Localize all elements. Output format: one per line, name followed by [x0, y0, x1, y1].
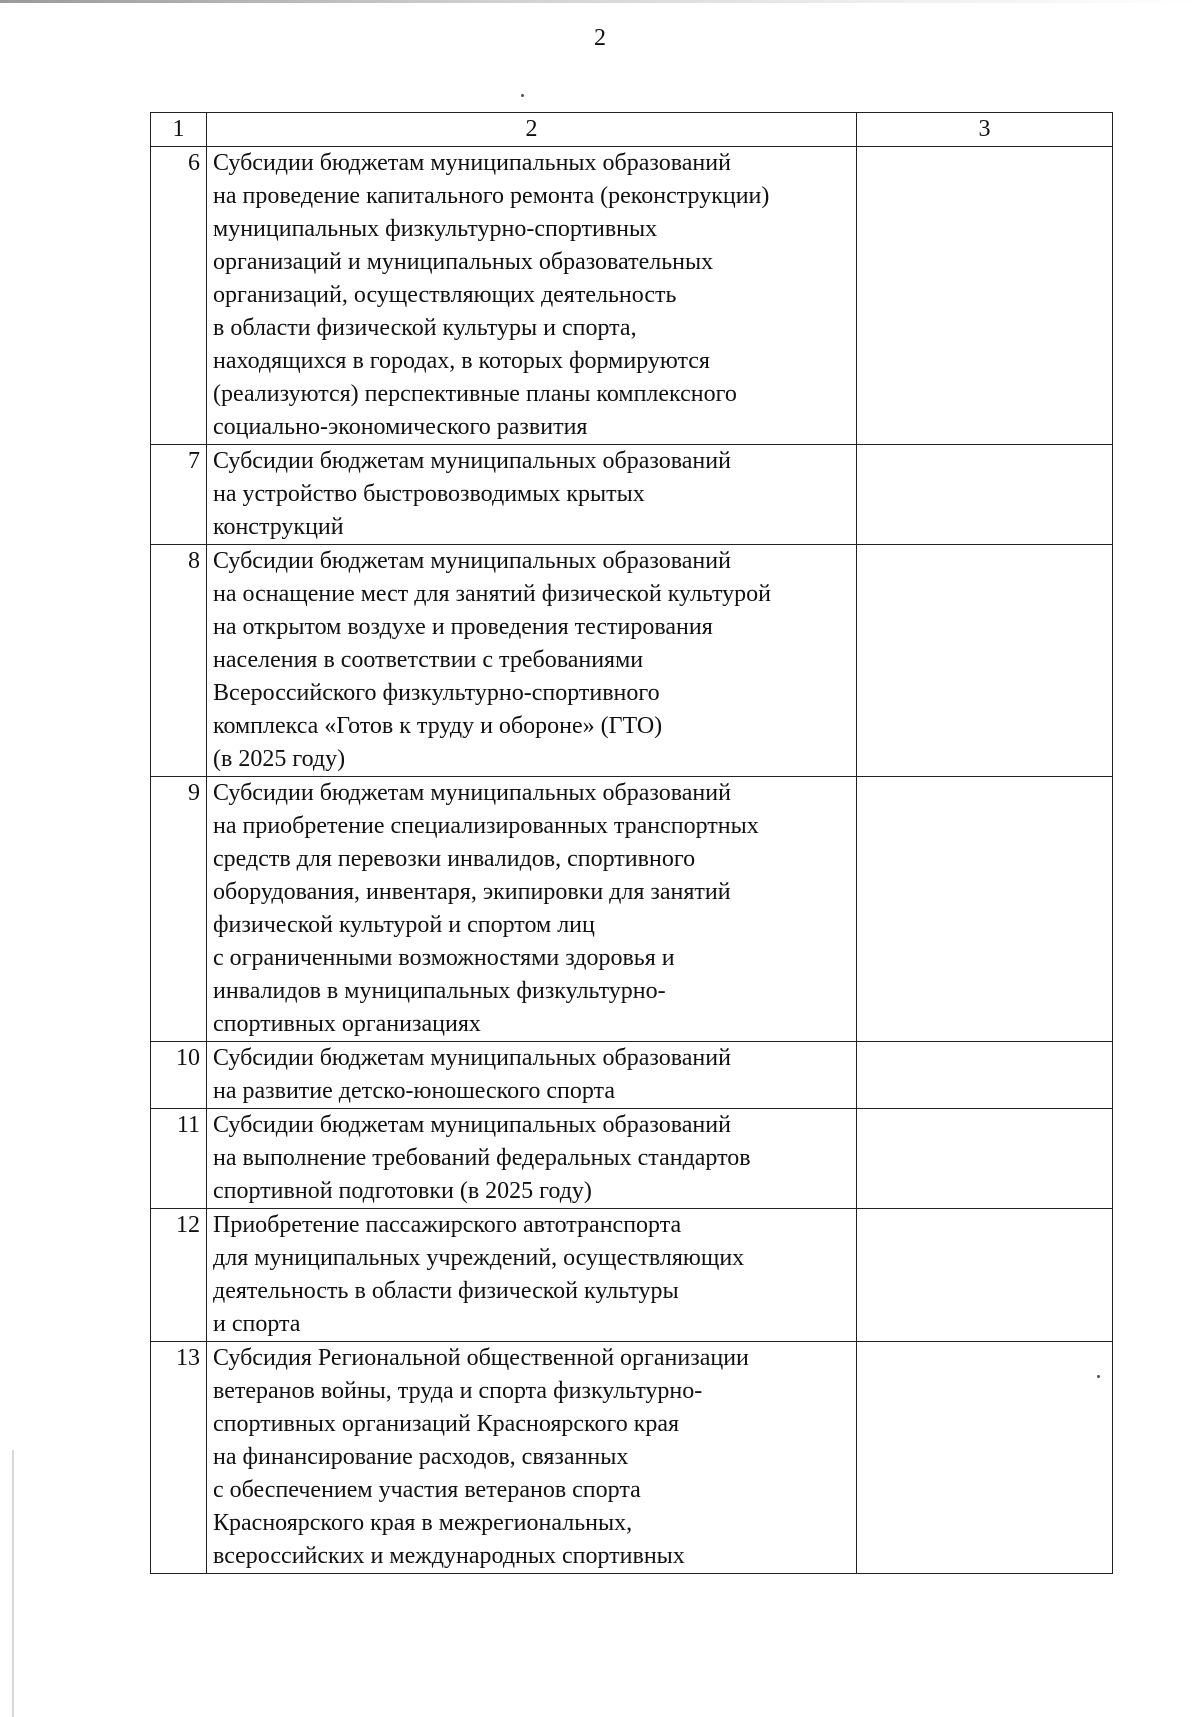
table-row	[151, 1109, 1113, 1209]
row-number: 8	[151, 545, 207, 777]
row-value-cell	[857, 1042, 1113, 1109]
row-description	[207, 777, 857, 1042]
text-line: на финансирование расходов, связанных	[213, 1444, 629, 1470]
text-line: на выполнение требований федеральных стандартов	[213, 1145, 751, 1171]
text-line: деятельность в области физической культуры	[213, 1278, 679, 1304]
table-header-row	[151, 113, 1113, 147]
text-line: для муниципальных учреждений, осуществляющих	[213, 1245, 745, 1271]
row-number: 6	[151, 147, 207, 445]
page-number: 2	[594, 25, 606, 51]
text-line: Всероссийского физкультурно-спортивного	[213, 680, 660, 706]
table-row	[151, 545, 1113, 777]
text-line: на оснащение мест для занятий физической культурой	[213, 581, 771, 607]
text-line: на приобретение специализированных транспортных	[213, 813, 759, 839]
text-line: комплекса «Готов к труду и обороне» (ГТО)	[213, 713, 663, 739]
row-description	[207, 1042, 857, 1109]
column-header-3: 3	[857, 113, 1113, 147]
text-line: инвалидов в муниципальных физкультурно-	[213, 978, 666, 1004]
text-line: спортивных организаций Красноярского края	[213, 1411, 680, 1437]
text-line: на устройство быстровозводимых крытых	[213, 481, 645, 507]
column-header-1: 1	[151, 113, 207, 147]
row-description	[207, 147, 857, 445]
table-row	[151, 1342, 1113, 1574]
text-line: муниципальных физкультурно-спортивных	[213, 216, 658, 242]
table-row	[151, 777, 1113, 1042]
text-line: спортивной подготовки (в 2025 году)	[213, 1178, 592, 1204]
text-line: спортивных организациях	[213, 1011, 481, 1037]
scan-speck	[521, 94, 524, 97]
text-line: на проведение капитального ремонта (реконструкции)	[213, 183, 770, 209]
text-line: и спорта	[213, 1311, 301, 1337]
text-line: Субсидии бюджетам муниципальных образований	[213, 1045, 731, 1071]
row-value-cell	[857, 1342, 1113, 1574]
text-line: Субсидии бюджетам муниципальных образований	[213, 548, 731, 574]
row-value-cell	[857, 1209, 1113, 1342]
text-line: всероссийских и международных спортивных	[213, 1543, 685, 1569]
row-value-cell	[857, 777, 1113, 1042]
column-header-2: 2	[207, 113, 857, 147]
text-line: средств для перевозки инвалидов, спортивного	[213, 846, 696, 872]
row-number: 9	[151, 777, 207, 1042]
scan-top-edge	[0, 0, 1200, 3]
text-line: Субсидии бюджетам муниципальных образований	[213, 1112, 731, 1138]
text-line: ветеранов войны, труда и спорта физкультурно-	[213, 1378, 703, 1404]
table-row	[151, 1209, 1113, 1342]
document-table	[150, 112, 1113, 1574]
text-line: конструкций	[213, 514, 344, 540]
row-description	[207, 1109, 857, 1209]
table-row	[151, 445, 1113, 545]
text-line: (в 2025 году)	[213, 746, 346, 772]
row-description	[207, 445, 857, 545]
text-line: в области физической культуры и спорта,	[213, 315, 637, 341]
row-number: 13	[151, 1342, 207, 1574]
text-line: организаций, осуществляющих деятельность	[213, 282, 677, 308]
text-line: с ограниченными возможностями здоровья и	[213, 945, 675, 971]
row-number: 10	[151, 1042, 207, 1109]
text-line: Субсидия Региональной общественной организации	[213, 1345, 749, 1371]
row-value-cell	[857, 1109, 1113, 1209]
text-line: физической культурой и спортом лиц	[213, 912, 595, 938]
scan-left-edge	[12, 1450, 14, 1717]
table-row	[151, 1042, 1113, 1109]
text-line: Субсидии бюджетам муниципальных образований	[213, 150, 731, 176]
text-line: оборудования, инвентаря, экипировки для занятий	[213, 879, 731, 905]
text-line: Субсидии бюджетам муниципальных образований	[213, 448, 731, 474]
row-number: 11	[151, 1109, 207, 1209]
table-row	[151, 147, 1113, 445]
text-line: организаций и муниципальных образовательных	[213, 249, 714, 275]
text-line: Красноярского края в межрегиональных,	[213, 1510, 633, 1536]
text-line: социально-экономического развития	[213, 414, 588, 440]
text-line: на открытом воздухе и проведения тестирования	[213, 614, 713, 640]
row-number: 12	[151, 1209, 207, 1342]
text-line: Субсидии бюджетам муниципальных образований	[213, 780, 731, 806]
row-value-cell	[857, 147, 1113, 445]
row-number: 7	[151, 445, 207, 545]
row-description	[207, 1342, 857, 1574]
row-value-cell	[857, 445, 1113, 545]
text-line: населения в соответствии с требованиями	[213, 647, 644, 673]
row-description	[207, 1209, 857, 1342]
text-line: на развитие детско-юношеского спорта	[213, 1078, 615, 1104]
text-line: Приобретение пассажирского автотранспорта	[213, 1212, 682, 1238]
text-line: с обеспечением участия ветеранов спорта	[213, 1477, 641, 1503]
text-line: (реализуются) перспективные планы комплексного	[213, 381, 737, 407]
row-value-cell	[857, 545, 1113, 777]
row-description	[207, 545, 857, 777]
text-line: находящихся в городах, в которых формируются	[213, 348, 710, 374]
